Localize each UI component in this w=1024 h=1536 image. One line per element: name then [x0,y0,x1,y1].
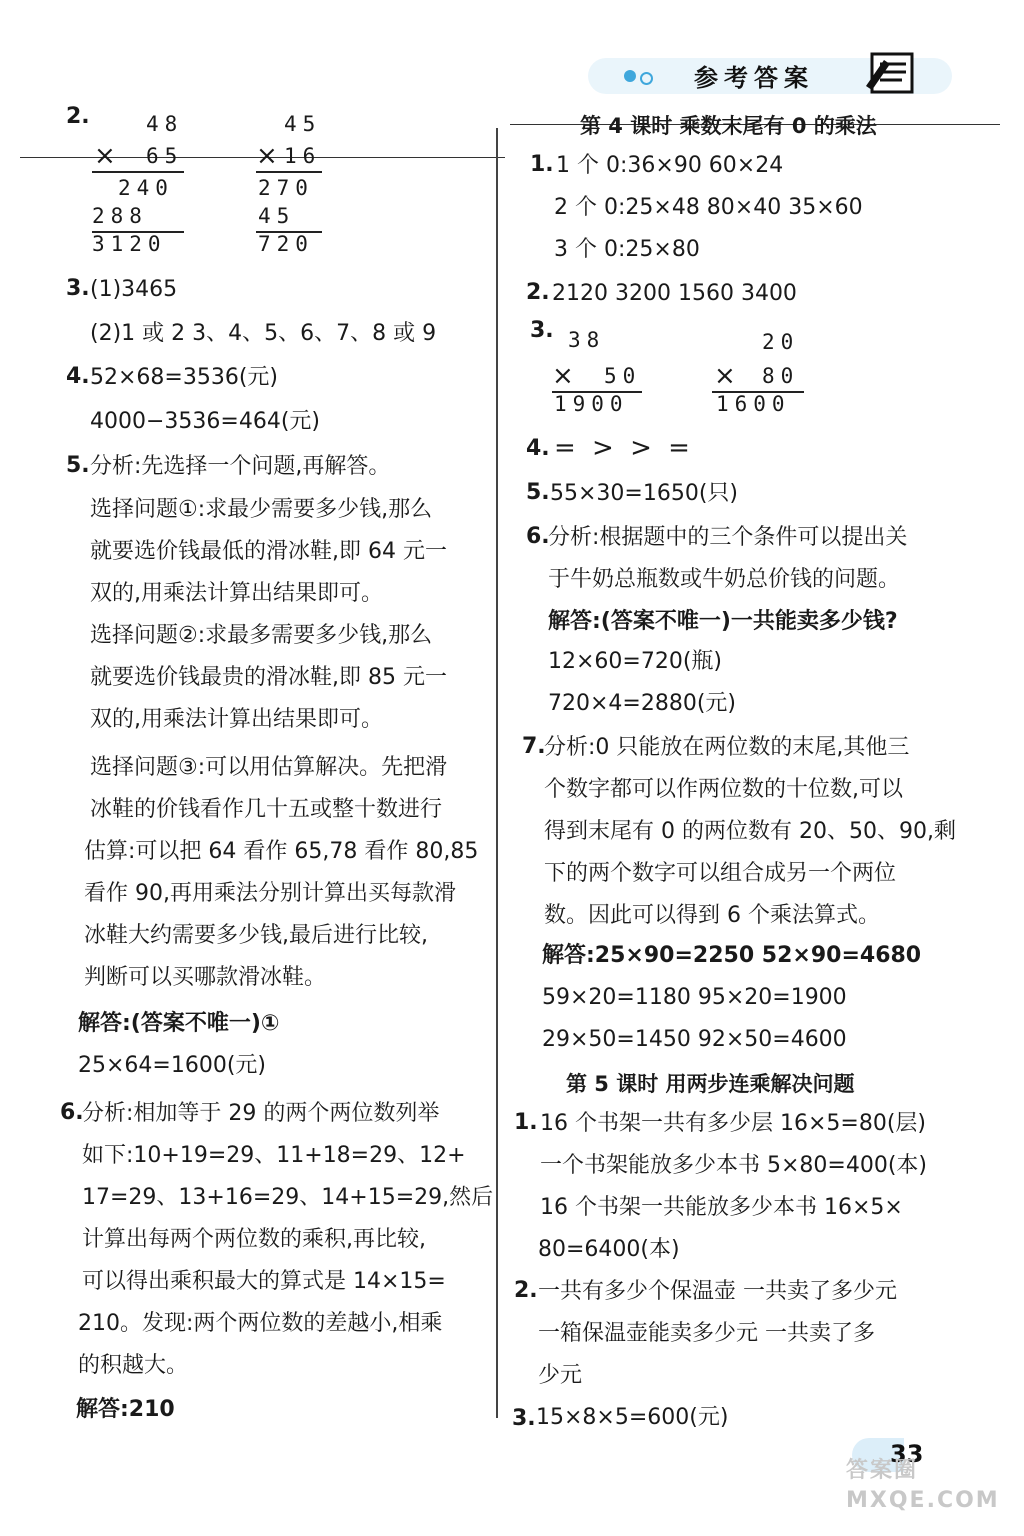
calc-partial: 240 [118,176,174,200]
answer-line: 16 个书架一共有多少层 16×5=80(层) [540,1111,926,1136]
q3-number: 3. [66,276,90,301]
answer-line: 选择问题③:可以用估算解决。先把滑 [90,755,448,780]
answer-line: 下的两个数字可以组合成另一个两位 [544,861,897,886]
answer-line: 就要选价钱最贵的滑冰鞋,即 85 元一 [90,665,447,690]
answer-line: 如下:10+19=29、11+18=29、12+ [82,1143,466,1168]
calc-multiplicand: 38 [568,328,606,352]
answer-line: 16 个书架一共能放多少本书 16×5× [540,1195,903,1220]
answer-line: (1)3465 [90,277,178,302]
answer-line: 25×64=1600(元) [78,1053,267,1078]
answer-line: 4000−3536=464(元) [90,409,321,434]
calc-operator: × [94,141,116,171]
answer-line: 看作 90,再用乘法分别计算出买每款滑 [84,881,456,906]
answer-line: 双的,用乘法计算出结果即可。 [90,581,383,606]
answer-line: = > > = [554,433,694,463]
answer-line: 解答:25×90=2250 52×90=4680 [542,943,922,968]
calc-rule [256,171,322,173]
answer-line: 的积越大。 [78,1353,189,1378]
q2-number: 2. [66,104,90,129]
q4-number: 4. [66,364,90,389]
r-q6-number: 6. [526,524,550,549]
answer-line: 1 个 0:36×90 60×24 [556,153,784,178]
answer-line: 12×60=720(瓶) [548,649,723,674]
answer-line: 一箱保温壶能卖多少元 一共卖了多 [538,1321,875,1346]
answer-line: 15×8×5=600(元) [536,1405,729,1430]
r-q1-number: 1. [530,152,554,177]
answer-line: 个数字都可以作两位数的十位数,可以 [544,777,903,802]
calc-multiplier: 65 [146,144,184,168]
answer-line: 就要选价钱最低的滑冰鞋,即 64 元一 [90,539,447,564]
column-divider [496,128,498,1418]
answer-line: 720×4=2880(元) [548,691,737,716]
calc-partial: 45 [258,204,296,228]
answer-line: 选择问题②:求最多需要多少钱,那么 [90,623,433,648]
calc-operator: × [552,361,574,391]
scroll-pen-icon [862,46,928,100]
answer-line: 冰鞋的价钱看作几十五或整十数进行 [90,797,443,822]
answer-line: 分析:先选择一个问题,再解答。 [90,454,391,479]
r-q2-number: 2. [526,280,550,305]
calc-multiplier: 80 [762,364,800,388]
answer-line: 双的,用乘法计算出结果即可。 [90,707,383,732]
header-title: 参考答案 [694,64,814,92]
lesson-4-title: 第 4 课时 乘数末尾有 0 的乘法 [580,114,877,138]
calc-partial: 288 [92,204,148,228]
q5-number: 5. [66,453,90,478]
answer-line: 解答:(答案不唯一)① [78,1011,280,1036]
l5-q1-number: 1. [514,1110,538,1135]
calc-multiplicand: 20 [762,330,800,354]
calc-result: 720 [258,232,314,256]
answer-line: 少元 [538,1363,583,1388]
answer-line: 冰鞋大约需要多少钱,最后进行比较, [84,923,428,948]
answer-line: 可以得出乘积最大的算式是 14×15= [82,1269,446,1294]
q6-number: 6. [60,1100,84,1125]
answer-line: 分析:根据题中的三个条件可以提出关 [548,525,908,550]
watermark: 答案圈 MXQE.COM [846,1458,1000,1513]
answer-line: 2120 3200 1560 3400 [552,281,797,306]
answer-line: 一个书架能放多少本书 5×80=400(本) [540,1153,928,1178]
calc-multiplicand: 45 [284,112,322,136]
calc-result: 1900 [554,392,629,416]
page-number: 33 [890,1440,924,1468]
calc-operator: × [256,141,278,171]
calc-result: 3120 [92,232,167,256]
calc-multiplier: 50 [604,364,642,388]
l5-q3-number: 3. [512,1406,536,1431]
answer-line: 解答:(答案不唯一)一共能卖多少钱? [548,609,898,634]
answer-line: 55×30=1650(只) [550,481,739,506]
r-q5-number: 5. [526,480,550,505]
answer-line: 得到末尾有 0 的两位数有 20、50、90,剩 [544,819,956,844]
answer-line: 分析:0 只能放在两位数的末尾,其他三 [544,735,910,760]
answer-line: 3 个 0:25×80 [554,237,700,262]
l5-q2-number: 2. [514,1278,538,1303]
answer-line: 选择问题①:求最少需要多少钱,那么 [90,497,433,522]
answer-line: 于牛奶总瓶数或牛奶总价钱的问题。 [548,567,901,592]
lesson-5-title: 第 5 课时 用两步连乘解决问题 [566,1072,855,1096]
calc-multiplier: 16 [284,144,322,168]
r-q7-number: 7. [522,734,546,759]
answer-line: 解答:210 [76,1397,175,1422]
answer-line: 17=29、13+16=29、14+15=29,然后 [82,1185,494,1210]
answer-line: 80=6400(本) [538,1237,680,1262]
calc-multiplicand: 48 [146,112,184,136]
answer-line: 52×68=3536(元) [90,365,279,390]
answer-line: 数。因此可以得到 6 个乘法算式。 [544,903,880,928]
answer-line: 分析:相加等于 29 的两个两位数列举 [82,1101,440,1126]
calc-partial: 270 [258,176,314,200]
answer-line: 一共有多少个保温壶 一共卖了多少元 [538,1279,897,1304]
calc-rule [92,171,184,173]
answer-line: 2 个 0:25×48 80×40 35×60 [554,195,863,220]
calc-result: 1600 [716,392,791,416]
header-dot [640,72,653,85]
calc-operator: × [714,361,736,391]
answer-line: 判断可以买哪款滑冰鞋。 [84,965,327,990]
answer-line: 59×20=1180 95×20=1900 [542,985,847,1010]
answer-line: (2)1 或 2 3、4、5、6、7、8 或 9 [90,321,437,346]
answer-line: 估算:可以把 64 看作 65,78 看作 80,85 [84,839,479,864]
header-dot [624,70,636,82]
answer-line: 210。发现:两个两位数的差越小,相乘 [78,1311,443,1336]
r-q4-number: 4. [526,436,550,461]
answer-line: 29×50=1450 92×50=4600 [542,1027,847,1052]
r-q3-number: 3. [530,318,554,343]
answer-line: 计算出每两个两位数的乘积,再比较, [82,1227,426,1252]
